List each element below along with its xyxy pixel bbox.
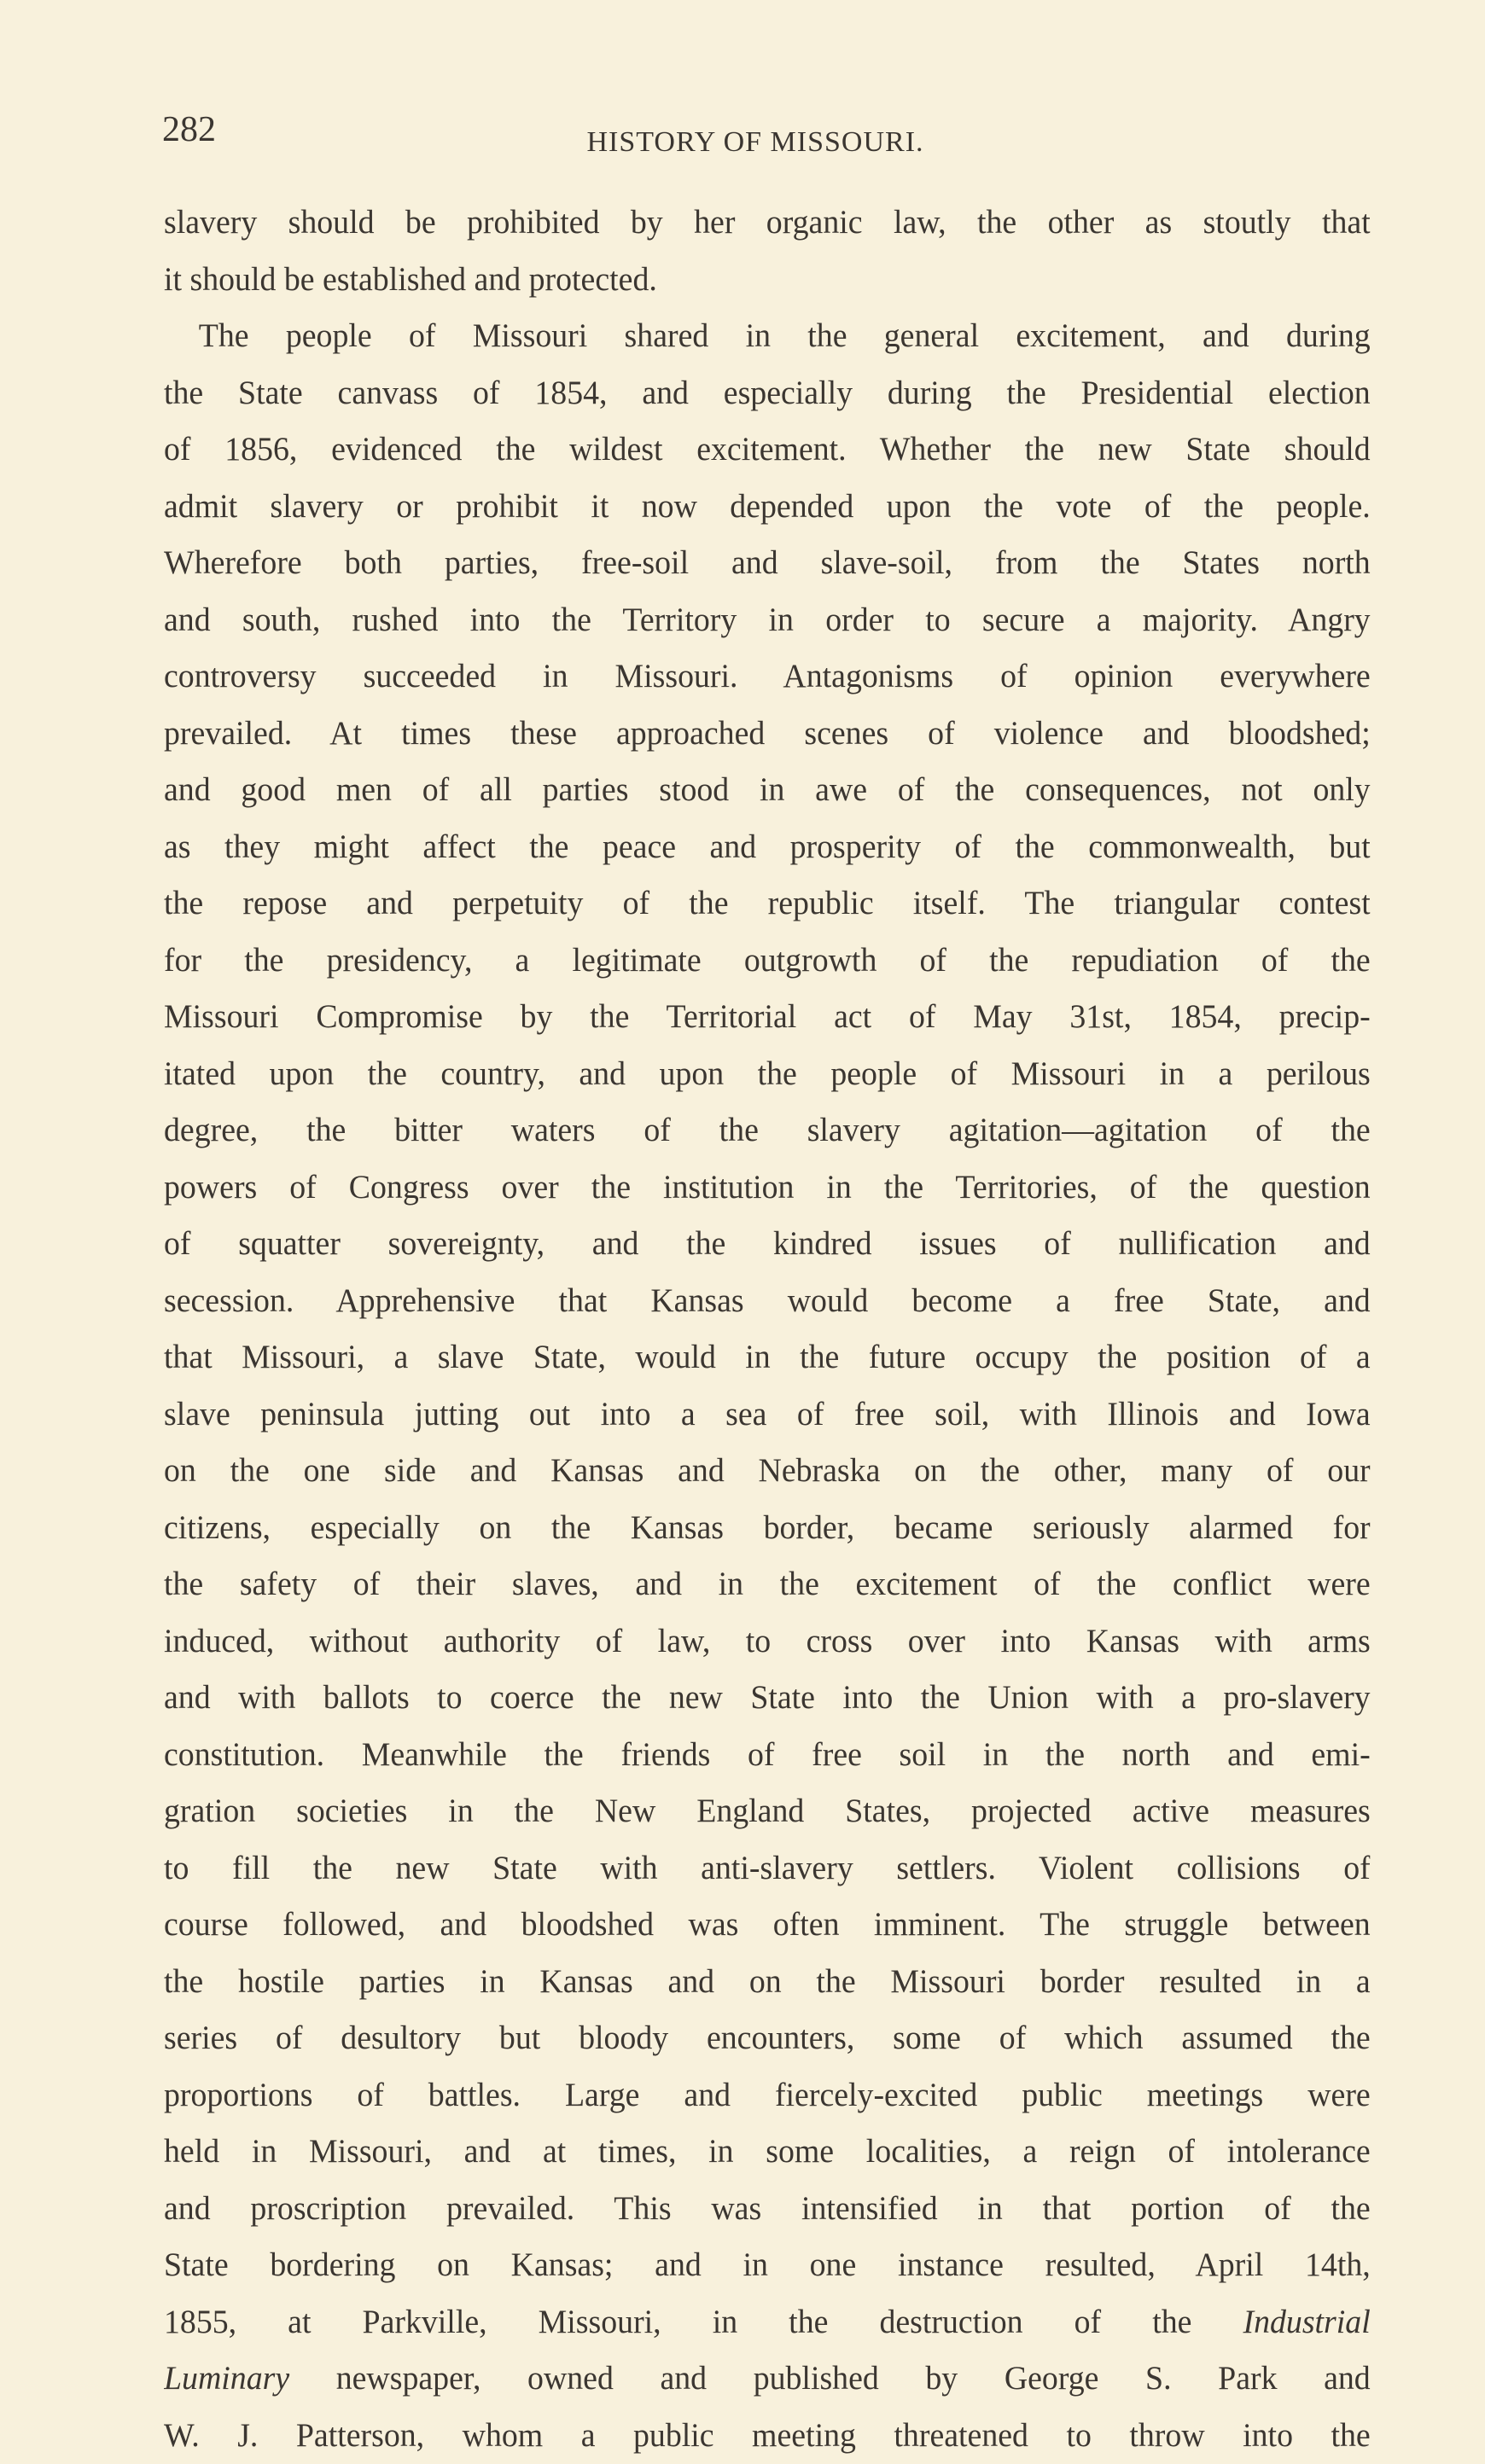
text-line: The people of Missouri shared in the general excitement, and during <box>164 308 1371 365</box>
text-line: and proscription prevailed. This was intensified in that portion of the <box>164 2181 1371 2238</box>
text-line: secession. Apprehensive that Kansas would become a free State, and <box>164 1273 1371 1330</box>
text-line: it should be established and protected. <box>164 252 1371 309</box>
text-line: itated upon the country, and upon the people of Missouri in a perilous <box>164 1046 1371 1103</box>
page-number: 282 <box>162 109 216 150</box>
text-line: and south, rushed into the Territory in order to secure a majority. Angry <box>164 592 1371 649</box>
text-line: citizens, especially on the Kansas border, became seriously alarmed for <box>164 1500 1371 1557</box>
text-line: the State canvass of 1854, and especially during the Presidential election <box>164 365 1371 422</box>
text-line: and with ballots to coerce the new State into the Union with a pro-slavery <box>164 1670 1371 1727</box>
text-line: prevailed. At times these approached scenes of violence and bloodshed; <box>164 706 1371 763</box>
text-line: for the presidency, a legitimate outgrowth of the repudiation of the <box>164 933 1371 990</box>
text-line: that Missouri, a slave State, would in the future occupy the position of a <box>164 1329 1371 1386</box>
text-line: proportions of battles. Large and fiercely-excited public meetings were <box>164 2067 1371 2124</box>
text-line <box>164 2294 1371 2351</box>
text-line: admit slavery or prohibit it now depended upon the vote of the people. <box>164 479 1371 536</box>
text-line: W. J. Patterson, whom a public meeting threatened to throw into the <box>164 2408 1371 2464</box>
text-line: Missouri Compromise by the Territorial act of May 31st, 1854, precip- <box>164 989 1371 1046</box>
text-line <box>164 2351 1371 2408</box>
text-line: as they might affect the peace and prosperity of the commonwealth, but <box>164 819 1371 876</box>
text-line: induced, without authority of law, to cross over into Kansas with arms <box>164 1613 1371 1671</box>
text-line: powers of Congress over the institution in the Territories, of the question <box>164 1159 1371 1217</box>
text-line: constitution. Meanwhile the friends of free soil in the north and emi- <box>164 1727 1371 1784</box>
text-line: slave peninsula jutting out into a sea of free soil, with Illinois and Iowa <box>164 1386 1371 1444</box>
text-line: of 1856, evidenced the wildest excitement. Whether the new State should <box>164 421 1371 479</box>
italic-title: Luminary <box>164 2360 289 2397</box>
text-line: the hostile parties in Kansas and on the Missouri border resulted in a <box>164 1954 1371 2011</box>
text-line: course followed, and bloodshed was often imminent. The struggle between <box>164 1897 1371 1954</box>
text-line: degree, the bitter waters of the slavery agitation—agitation of the <box>164 1102 1371 1159</box>
text-line: series of desultory but bloody encounters, some of which assumed the <box>164 2010 1371 2067</box>
text-line: of squatter sovereignty, and the kindred issues of nullification and <box>164 1216 1371 1273</box>
text-line: and good men of all parties stood in awe of the consequences, not only <box>164 762 1371 819</box>
running-title: HISTORY OF MISSOURI. <box>0 126 1485 159</box>
text-line: slavery should be prohibited by her organic law, the other as stoutly that <box>164 195 1371 252</box>
text-line: the safety of their slaves, and in the excitement of the conflict were <box>164 1556 1371 1613</box>
text-span: newspaper, owned and published by George S. Park and <box>289 2360 1371 2397</box>
italic-title: Industrial <box>1243 2304 1370 2340</box>
text-line: on the one side and Kansas and Nebraska on the other, many of our <box>164 1443 1371 1500</box>
body-text <box>164 195 1371 2464</box>
text-span: 1855, at Parkville, Missouri, in the destruction of the <box>164 2304 1243 2340</box>
text-line: to fill the new State with anti-slavery settlers. Violent collisions of <box>164 1840 1371 1897</box>
text-line: the repose and perpetuity of the republic itself. The triangular contest <box>164 875 1371 933</box>
text-line: gration societies in the New England States, projected active measures <box>164 1783 1371 1840</box>
text-line: Wherefore both parties, free-soil and slave-soil, from the States north <box>164 535 1371 592</box>
text-line: State bordering on Kansas; and in one instance resulted, April 14th, <box>164 2237 1371 2294</box>
text-line: controversy succeeded in Missouri. Antagonisms of opinion everywhere <box>164 648 1371 706</box>
text-line: held in Missouri, and at times, in some localities, a reign of intolerance <box>164 2124 1371 2181</box>
